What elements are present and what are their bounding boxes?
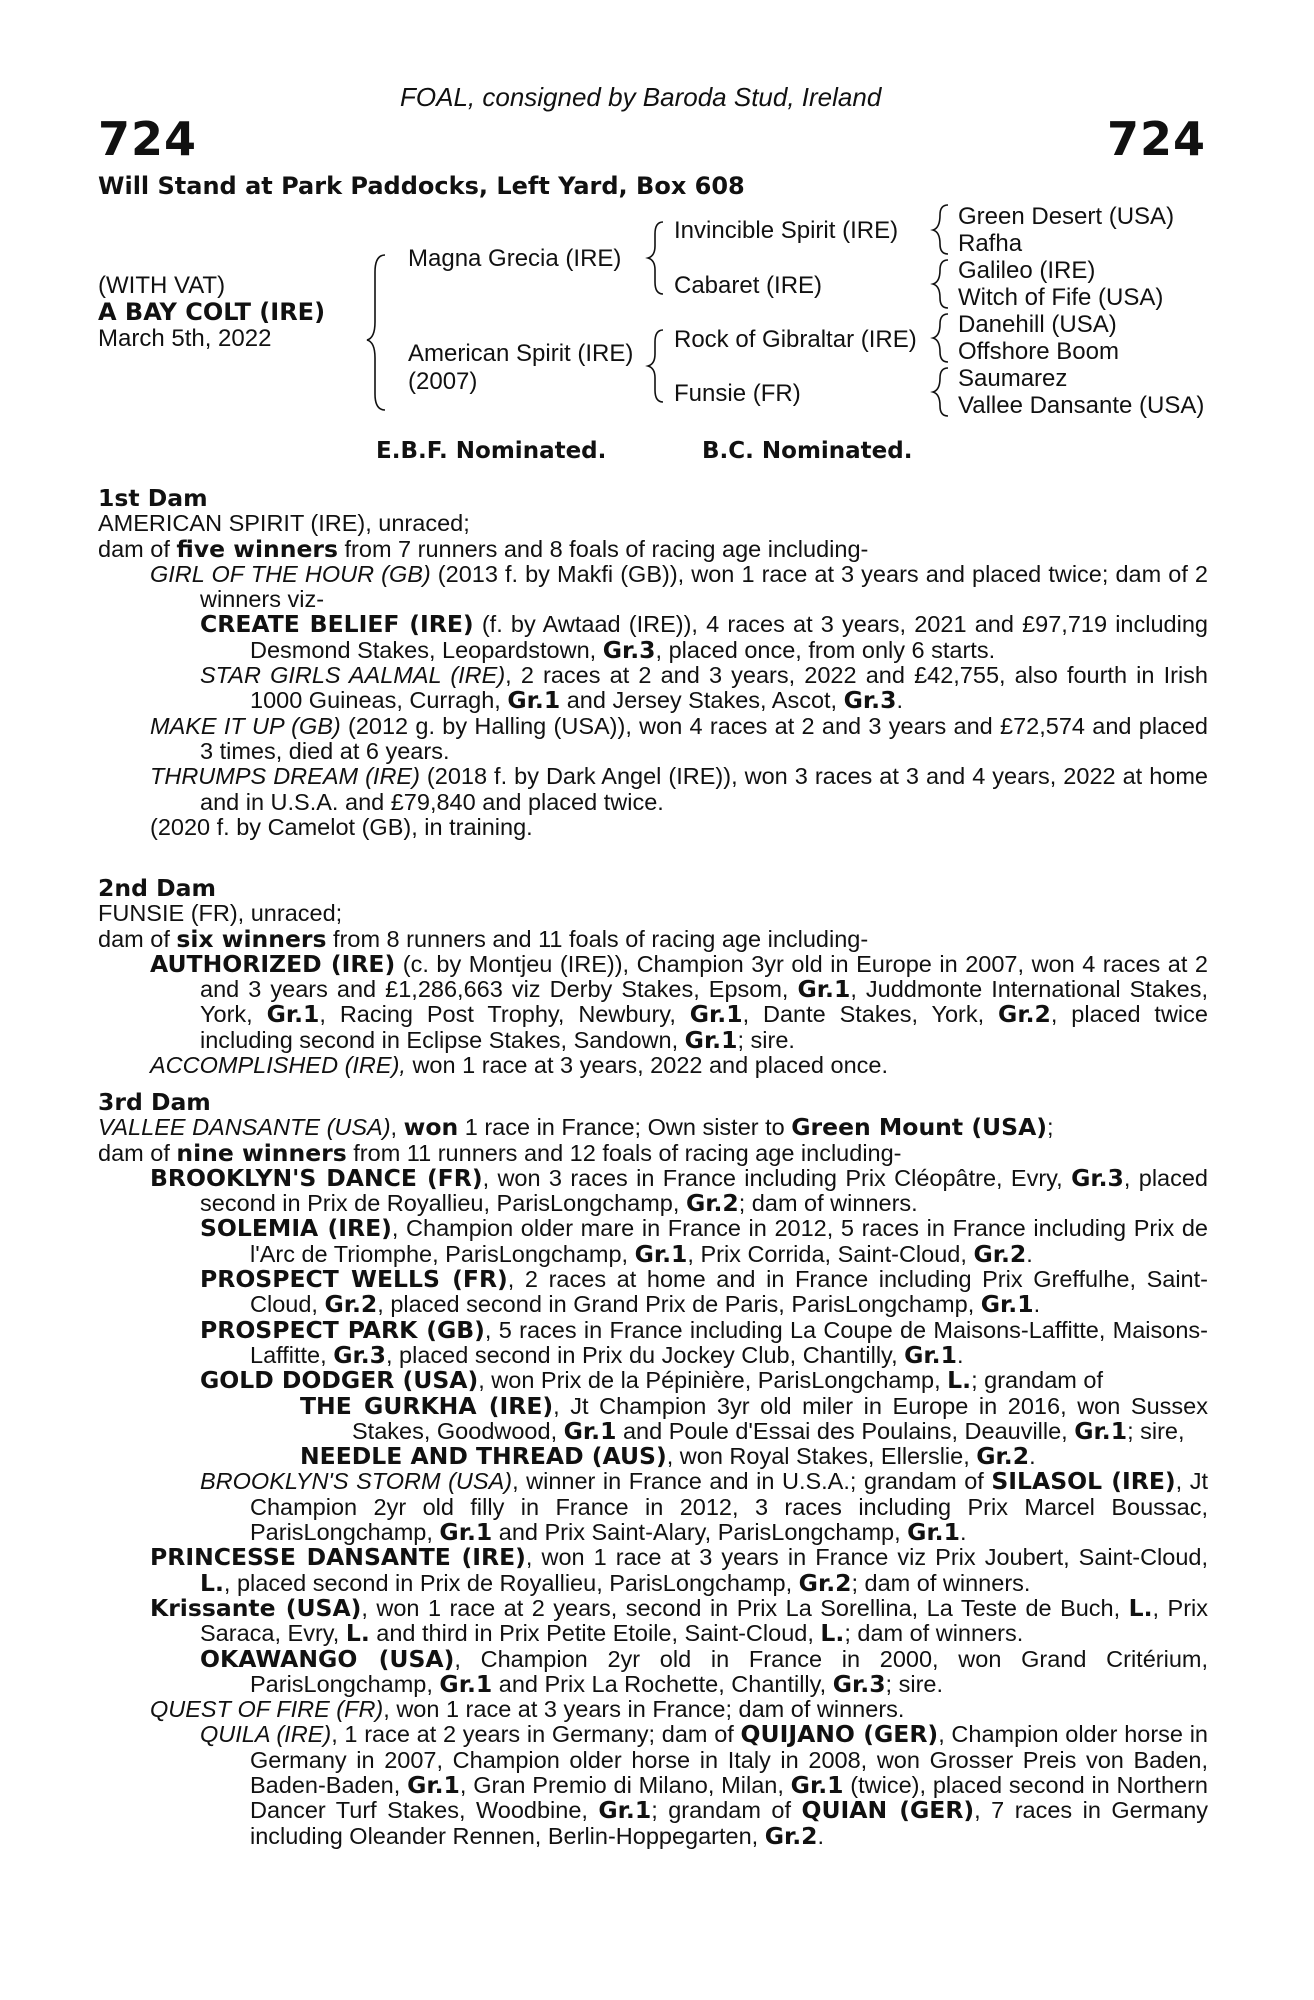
second-dam-section — [98, 876, 1208, 1078]
produce-entry: THRUMPS DREAM (IRE) (2018 f. by Dark Angel (IRE)), won 3 races at 3 and 4 years, 2022 at home and in U.S.A. and £79,840 and placed twice. — [150, 763, 1208, 815]
great-grandparent-2: Rafha — [958, 230, 1023, 257]
first-dam-line: AMERICAN SPIRIT (IRE), unraced; — [98, 510, 470, 537]
great-grandparent-4: Witch of Fife (USA) — [958, 284, 1164, 311]
produce-entry: QUEST OF FIRE (FR), won 1 race at 3 years in France; dam of winners. — [150, 1696, 905, 1723]
produce-entry: BROOKLYN'S DANCE (FR), won 3 races in France including Prix Cléopâtre, Evry, Gr.3, placed second in Prix de Royallieu, ParisLongchamp, Gr.2; dam of winners. — [150, 1163, 1208, 1218]
dam-name: American Spirit (IRE) — [408, 340, 634, 367]
bc-nomination: B.C. Nominated. — [702, 438, 913, 464]
third-dam-produce-summary: dam of nine winners from 11 runners and 12 foals of racing age including- — [98, 1138, 902, 1167]
dam-sire: Rock of Gibraltar (IRE) — [674, 326, 917, 353]
great-grandparent-1: Green Desert (USA) — [958, 203, 1175, 230]
produce-entry: THE GURKHA (IRE), Jt Champion 3yr old miler in Europe in 2016, won Sussex Stakes, Goodwood, Gr.1 and Poule d'Essai des Poulains, Deauville, Gr.1; sire, — [300, 1391, 1208, 1445]
dam-year: (2007) — [408, 368, 478, 395]
dam-dam: Funsie (FR) — [674, 380, 801, 407]
sire-dam: Cabaret (IRE) — [674, 272, 823, 299]
sire-name: Magna Grecia (IRE) — [408, 245, 622, 272]
produce-entry: CREATE BELIEF (IRE) (f. by Awtaad (IRE)), 4 races at 3 years, 2021 and £97,719 including Desmond Stakes, Leopardstown, Gr.3, placed once, from only 6 starts. — [200, 610, 1208, 664]
ebf-nomination: E.B.F. Nominated. — [376, 438, 607, 464]
produce-entry: PROSPECT PARK (GB), 5 races in France including La Coupe de Maisons-Laffitte, Maisons-Laffitte, Gr.3, placed second in Prix du Jockey Club, Chantilly, Gr.1. — [200, 1315, 1208, 1369]
great-grandparent-8: Vallee Dansante (USA) — [958, 392, 1205, 419]
consignment-line: FOAL, consigned by Baroda Stud, Ireland — [400, 82, 882, 112]
vat-note: (WITH VAT) — [98, 272, 226, 299]
first-dam-produce-summary: dam of five winners from 7 runners and 8 foals of racing age including- — [98, 534, 869, 563]
produce-entry: MAKE IT UP (GB) (2012 g. by Halling (USA)), won 4 races at 2 and 3 years and £72,574 and placed 3 times, died at 6 years. — [150, 712, 1208, 764]
great-grandparent-5: Danehill (USA) — [958, 311, 1117, 338]
produce-entry: ACCOMPLISHED (IRE), won 1 race at 3 years, 2022 and placed once. — [150, 1052, 888, 1079]
lot-number-right: 724 — [1106, 112, 1206, 166]
first-dam-heading: 1st Dam — [98, 484, 208, 512]
produce-entry: GIRL OF THE HOUR (GB) (2013 f. by Makfi (GB)), won 1 race at 3 years and placed twice; dam of 2 winners viz- — [150, 560, 1208, 613]
great-grandparent-3: Galileo (IRE) — [958, 257, 1096, 284]
produce-entry: STAR GIRLS AALMAL (IRE), 2 races at 2 and 3 years, 2022 and £42,755, also fourth in Irish 1000 Guineas, Curragh, Gr.1 and Jersey Stakes, Ascot, Gr.3. — [200, 662, 1209, 715]
produce-entry: OKAWANGO (USA), Champion 2yr old in France in 2000, won Grand Critérium, ParisLongchamp, Gr.1 and Prix La Rochette, Chantilly, Gr.3; sire. — [200, 1644, 1208, 1698]
first-dam-section — [98, 486, 1208, 840]
foal-dob: March 5th, 2022 — [98, 325, 272, 352]
produce-entry: NEEDLE AND THREAD (AUS), won Royal Stakes, Ellerslie, Gr.2. — [300, 1442, 1036, 1471]
lot-number-left: 724 — [98, 112, 198, 166]
second-dam-produce-summary: dam of six winners from 8 runners and 11 foals of racing age including- — [98, 924, 869, 953]
third-dam-heading: 3rd Dam — [98, 1088, 211, 1116]
produce-entry: PRINCESSE DANSANTE (IRE), won 1 race at 3 years in France viz Prix Joubert, Saint-Cloud, L., placed second in Prix de Royallieu, ParisLongchamp, Gr.2; dam of winners. — [150, 1543, 1208, 1597]
produce-entry: SOLEMIA (IRE), Champion older mare in France in 2012, 5 races in France including Prix de l'Arc de Triomphe, ParisLongchamp, Gr.1, Prix Corrida, Saint-Cloud, Gr.2. — [200, 1214, 1208, 1268]
produce-entry: Krissante (USA), won 1 race at 2 years, second in Prix La Sorellina, La Teste de Buch, L., Prix Saraca, Evry, L. and third in Prix Petite Etoile, Saint-Cloud, L.; dam of winners. — [150, 1593, 1208, 1648]
foal-name: A BAY COLT (IRE) — [98, 298, 326, 326]
produce-entry: QUILA (IRE), 1 race at 2 years in Germany; dam of QUIJANO (GER), Champion older horse in Germany in 2007, Champion older horse in Italy in 2008, won Grosser Preis von Baden, Baden-Baden, Gr.1, Gran Premio di Milano, Milan, Gr.1 (twice), placed second in Northern Dancer Turf Stakes, Woodbine, Gr.1; grandam of QUIAN (GER), 7 races in Germany including Oleander Rennen, Berlin-Hoppegarten, Gr.2. — [200, 1720, 1209, 1850]
stand-location: Will Stand at Park Paddocks, Left Yard, Box 608 — [98, 172, 745, 200]
great-grandparent-6: Offshore Boom — [958, 338, 1119, 365]
second-dam-heading: 2nd Dam — [98, 874, 216, 902]
sire-sire: Invincible Spirit (IRE) — [674, 217, 899, 244]
second-dam-line: FUNSIE (FR), unraced; — [98, 900, 343, 927]
produce-entry: AUTHORIZED (IRE) (c. by Montjeu (IRE)), Champion 3yr old in Europe in 2007, won 4 races at 2 and 3 years and £1,286,663 viz Derby Stakes, Epsom, Gr.1, Juddmonte International Stakes, York, Gr.1, Racing Post Trophy, Newbury, Gr.1, Dante Stakes, York, Gr.2, placed twice including second in Eclipse Stakes, Sandown, Gr.1; sire. — [150, 949, 1208, 1054]
produce-entry: BROOKLYN'S STORM (USA), winner in France and in U.S.A.; grandam of SILASOL (IRE), Jt Champion 2yr old filly in France in 2012, 3 races including Prix Marcel Boussac, ParisLongchamp, Gr.1 and Prix Saint-Alary, ParisLongchamp, Gr.1. — [200, 1467, 1209, 1547]
third-dam-section — [98, 1090, 1208, 1849]
produce-entry: (2020 f. by Camelot (GB), in training. — [150, 813, 533, 840]
produce-entry: GOLD DODGER (USA), won Prix de la Pépinière, ParisLongchamp, L.; grandam of — [200, 1366, 1104, 1395]
third-dam-line: VALLEE DANSANTE (USA), won 1 race in France; Own sister to Green Mount (USA); — [98, 1113, 1054, 1142]
great-grandparent-7: Saumarez — [958, 365, 1068, 392]
produce-entry: PROSPECT WELLS (FR), 2 races at home and in France including Prix Greffulhe, Saint-Cloud, Gr.2, placed second in Grand Prix de Paris, ParisLongchamp, Gr.1. — [200, 1265, 1208, 1319]
